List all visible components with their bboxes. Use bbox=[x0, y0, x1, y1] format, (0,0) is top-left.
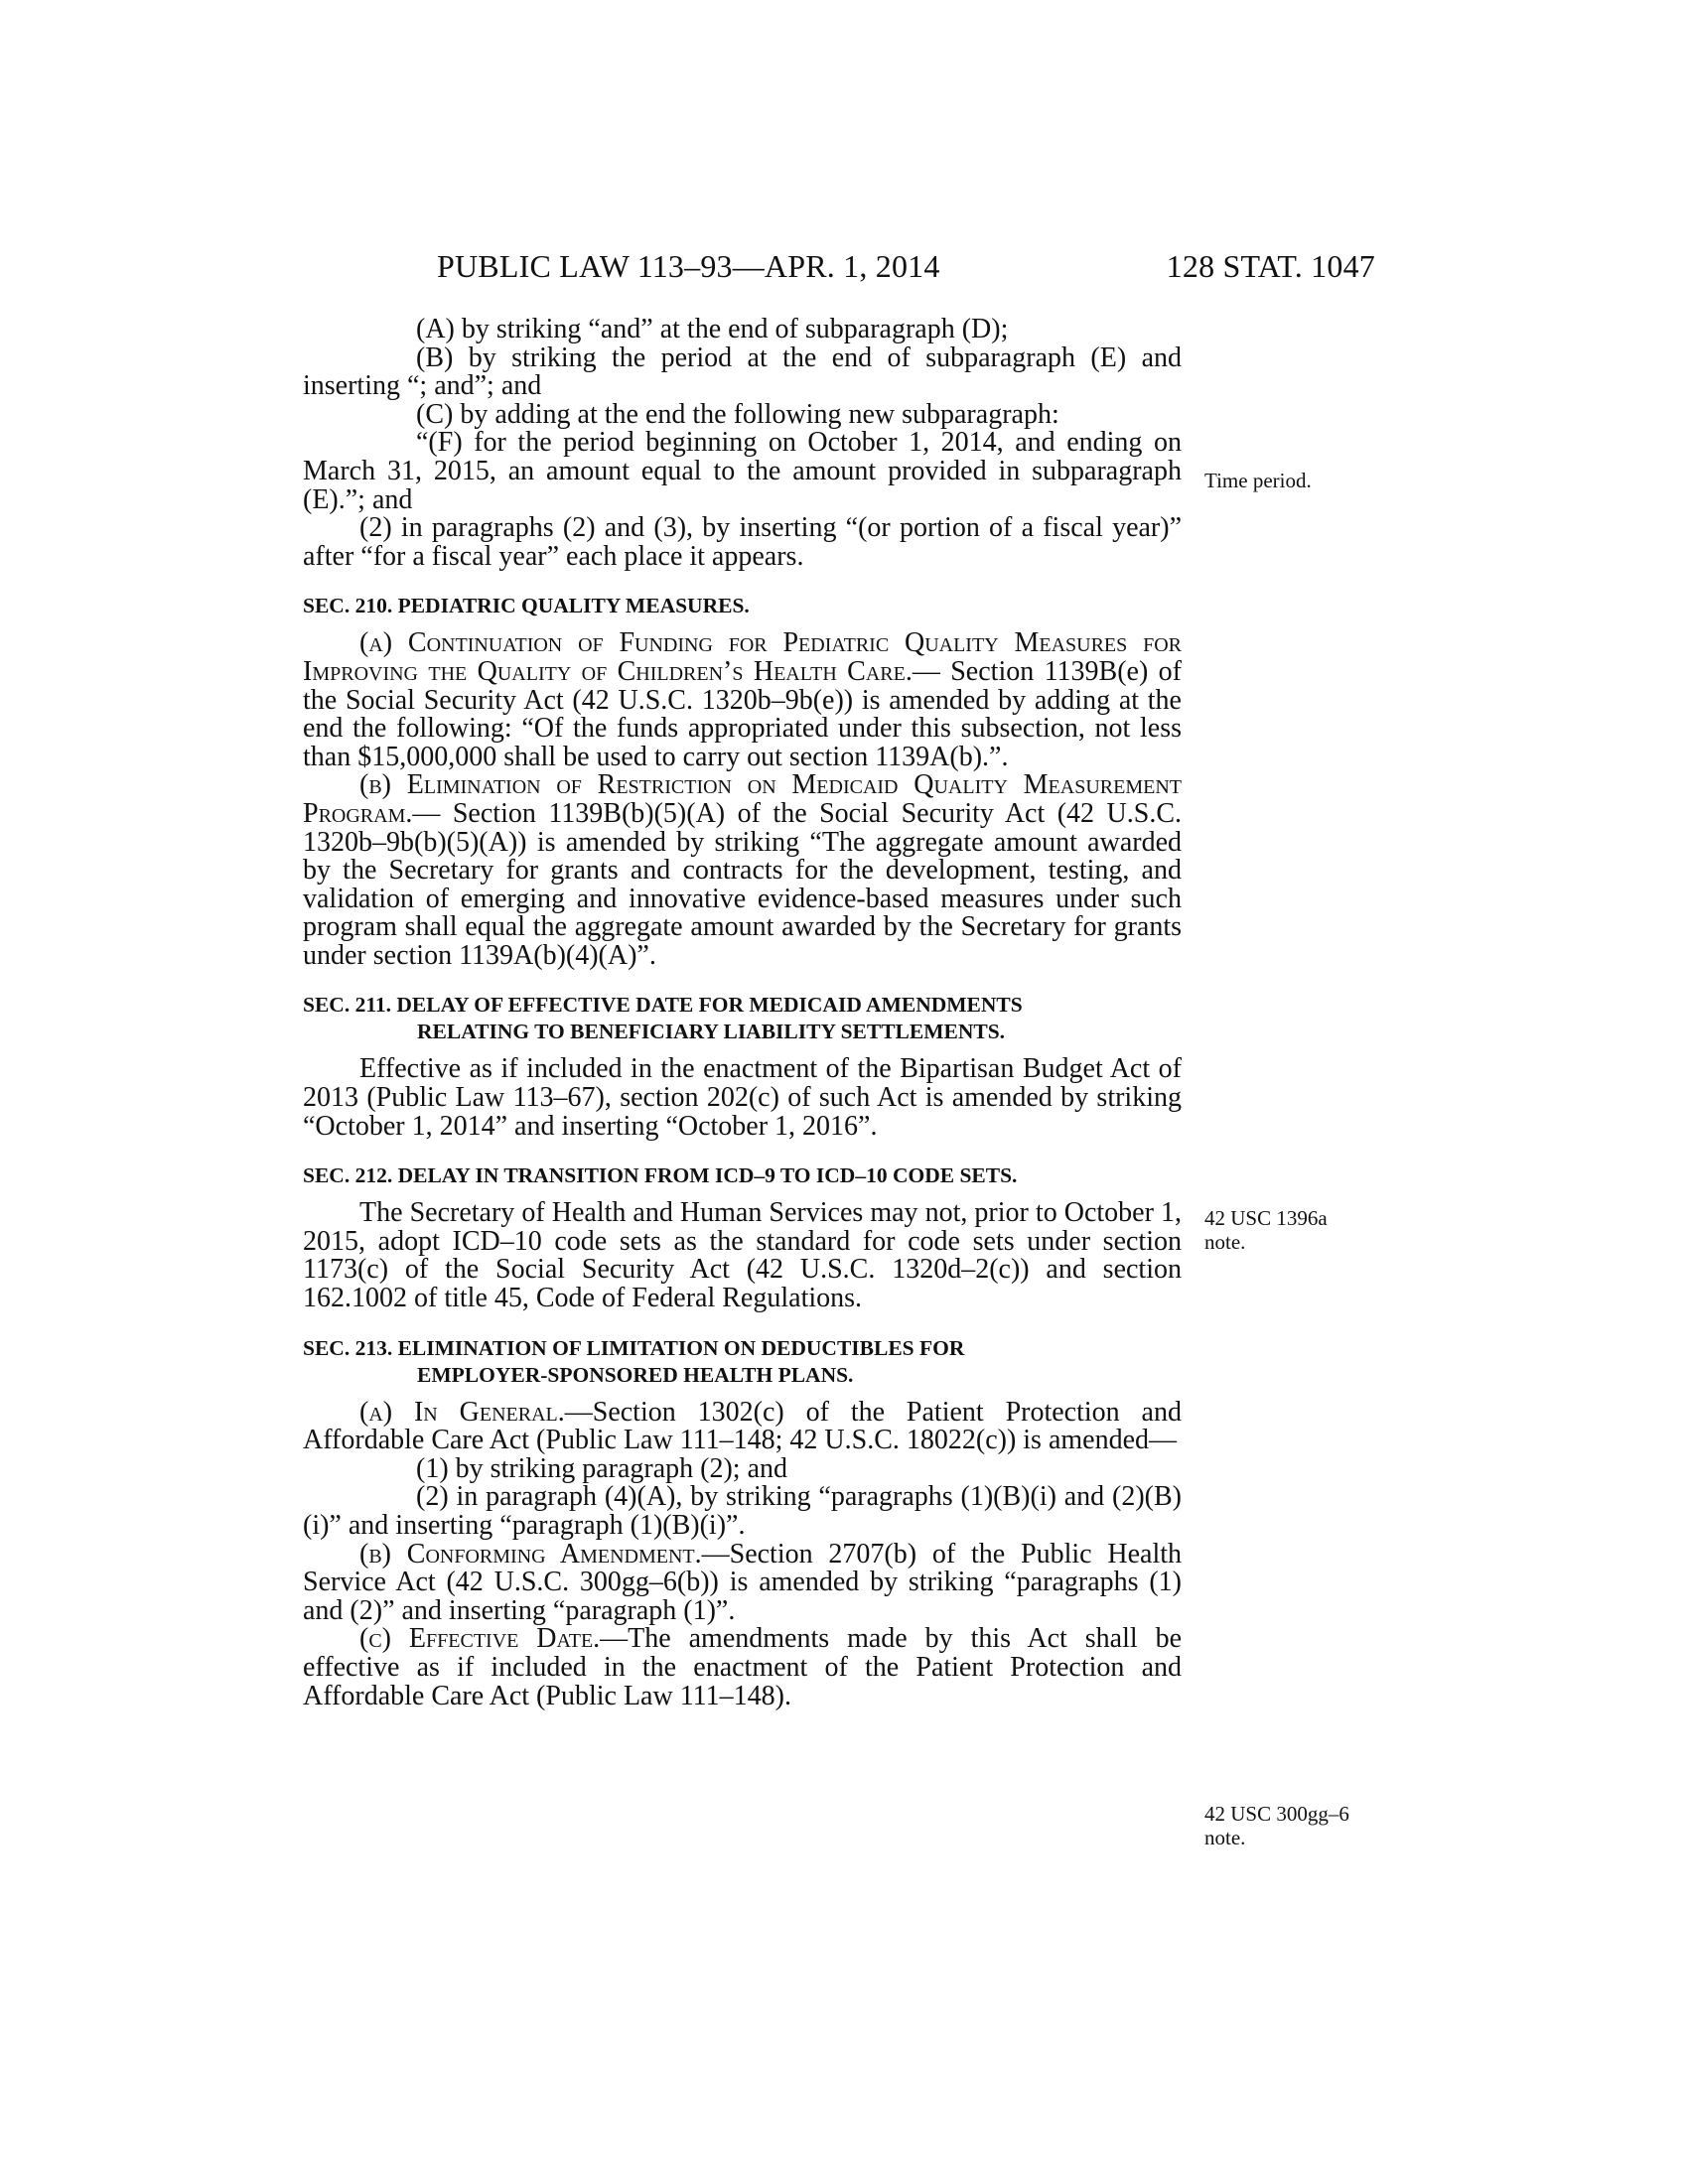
sec-210-b-text: Section 1139B(b)(5)(A) of the Social Security Act (42 U.S.C. 1320b–9b(b)(5)(A)) is amended by striking “The aggregate amount awarded by the Secretary for grants and contracts for the development, testing, and validation of emerging and innovative evidence-based measures under such program shall equal the aggregate amount awarded by the Secretary for grants under section 1139A(b)(4)(A)”. bbox=[303, 797, 1182, 971]
sec-210-b-heading: (b) Elimination of Restriction on Medicaid Quality Measurement Program.— bbox=[303, 769, 1182, 829]
sec-213-title bbox=[303, 1335, 1182, 1389]
header-stat-page: 128 STAT. 1047 bbox=[1166, 248, 1375, 284]
margin-note-42usc1396a-line1: 42 USC 1396a bbox=[1204, 1206, 1328, 1230]
sec-213-a-heading: (a) In General.— bbox=[359, 1396, 593, 1428]
sec-213-c-text: The amendments made by this Act shall be effective as if included in the enactment of the Patient Protection and Affordable Care Act (Public Law 111–148). bbox=[303, 1623, 1182, 1711]
sec-210-subsection-b bbox=[303, 771, 1182, 970]
sec-210-title: SEC. 210. PEDIATRIC QUALITY MEASURES. bbox=[303, 594, 750, 618]
clause-b: (B) by striking the period at the end of subparagraph (E) and inserting “; and”; and bbox=[303, 341, 1182, 402]
sec-213-b-text: Section 2707(b) of the Public Health Service Act (42 U.S.C. 300gg–6(b)) is amended by striking “paragraphs (1) and (2)” and inserting “paragraph (1)”. bbox=[303, 1538, 1183, 1626]
sec-212-title: SEC. 212. DELAY IN TRANSITION FROM ICD–9 TO ICD–10 CODE SETS. bbox=[303, 1163, 1018, 1188]
clause-a: (A) by striking “and” at the end of subparagraph (D); bbox=[416, 314, 1009, 344]
margin-note-42usc1396a bbox=[1204, 1206, 1328, 1254]
subparagraph-f: “(F) for the period beginning on October 1, 2014, and ending on March 31, 2015, an amount equal to the amount provided in subparagraph (E).”; and bbox=[303, 427, 1182, 515]
sec-211-title-line2: RELATING TO BENEFICIARY LIABILITY SETTLEMENTS. bbox=[417, 1020, 1006, 1044]
sec-213-paragraph-2: (2) in paragraph (4)(A), by striking “paragraphs (1)(B)(i) and (2)(B)(i)” and inserting “paragraph (1)(B)(i)”. bbox=[303, 1481, 1182, 1541]
paragraph-2: (2) in paragraphs (2) and (3), by inserting “(or portion of a fiscal year)” after “for a fiscal year” each place it appears. bbox=[303, 512, 1182, 572]
sec-211-title bbox=[303, 992, 1182, 1045]
sec-211-title-line1: SEC. 211. DELAY OF EFFECTIVE DATE FOR MEDICAID AMENDMENTS bbox=[303, 993, 1023, 1018]
sec-213-subsection-c bbox=[303, 1625, 1182, 1710]
sec-213-paragraph-1: (1) by striking paragraph (2); and bbox=[416, 1452, 787, 1484]
margin-note-time-period: Time period. bbox=[1204, 469, 1312, 492]
margin-note-42usc300gg6-line2: note. bbox=[1204, 1826, 1246, 1849]
sec-210-subsection-a bbox=[303, 629, 1182, 771]
clause-c: (C) by adding at the end the following new subparagraph: bbox=[416, 398, 1059, 430]
header-law-title: PUBLIC LAW 113–93—APR. 1, 2014 bbox=[437, 248, 940, 284]
sec-213-title-line1: SEC. 213. ELIMINATION OF LIMITATION ON DEDUCTIBLES FOR bbox=[303, 1335, 965, 1360]
sec-210-a-text: Section 1139B(e) of the Social Security Act (42 U.S.C. 1320b–9b(e)) is amended by adding at the end the following: “Of the funds appropriated under this subsection, not less than $15,000,000 shall be used to carry out section 1139A(b).”. bbox=[303, 655, 1183, 772]
sec-211-text: Effective as if included in the enactment of the Bipartisan Budget Act of 2013 (Public Law 113–67), section 202(c) of such Act is amended by striking “October 1, 2014” and inserting “October 1, 2016”. bbox=[303, 1053, 1182, 1142]
sec-213-subsection-b bbox=[303, 1538, 1183, 1626]
sec-212-text: The Secretary of Health and Human Services may not, prior to October 1, 2015, adopt ICD–10 code sets as the standard for code sets under section 1173(c) of the Social Security Act (42 U.S.C. 1320d–2(c)) and section 162.1002 of title 45, Code of Federal Regulations. bbox=[303, 1197, 1182, 1314]
margin-note-42usc300gg6-line1: 42 USC 300gg–6 bbox=[1204, 1802, 1349, 1826]
margin-note-42usc1396a-line2: note. bbox=[1204, 1230, 1246, 1254]
sec-213-c-heading: (c) Effective Date.— bbox=[359, 1623, 629, 1655]
page-header bbox=[298, 248, 1375, 292]
document-body bbox=[303, 316, 1182, 1710]
sec-213-a-text: Section 1302(c) of the Patient Protection and Affordable Care Act (Public Law 111–148; 42 U.S.C. 18022(c)) is amended— bbox=[303, 1396, 1182, 1456]
sec-213-title-line2: EMPLOYER-SPONSORED HEALTH PLANS. bbox=[417, 1362, 854, 1387]
sec-213-subsection-a bbox=[303, 1396, 1182, 1456]
sec-213-b-heading: (b) Conforming Amendment.— bbox=[359, 1538, 730, 1570]
sec-210-a-heading: (a) Continuation of Funding for Pediatric Quality Measures for Improving the Quality of Children’s Health Care.— bbox=[303, 627, 1182, 687]
margin-note-42usc300gg6 bbox=[1204, 1802, 1349, 1849]
